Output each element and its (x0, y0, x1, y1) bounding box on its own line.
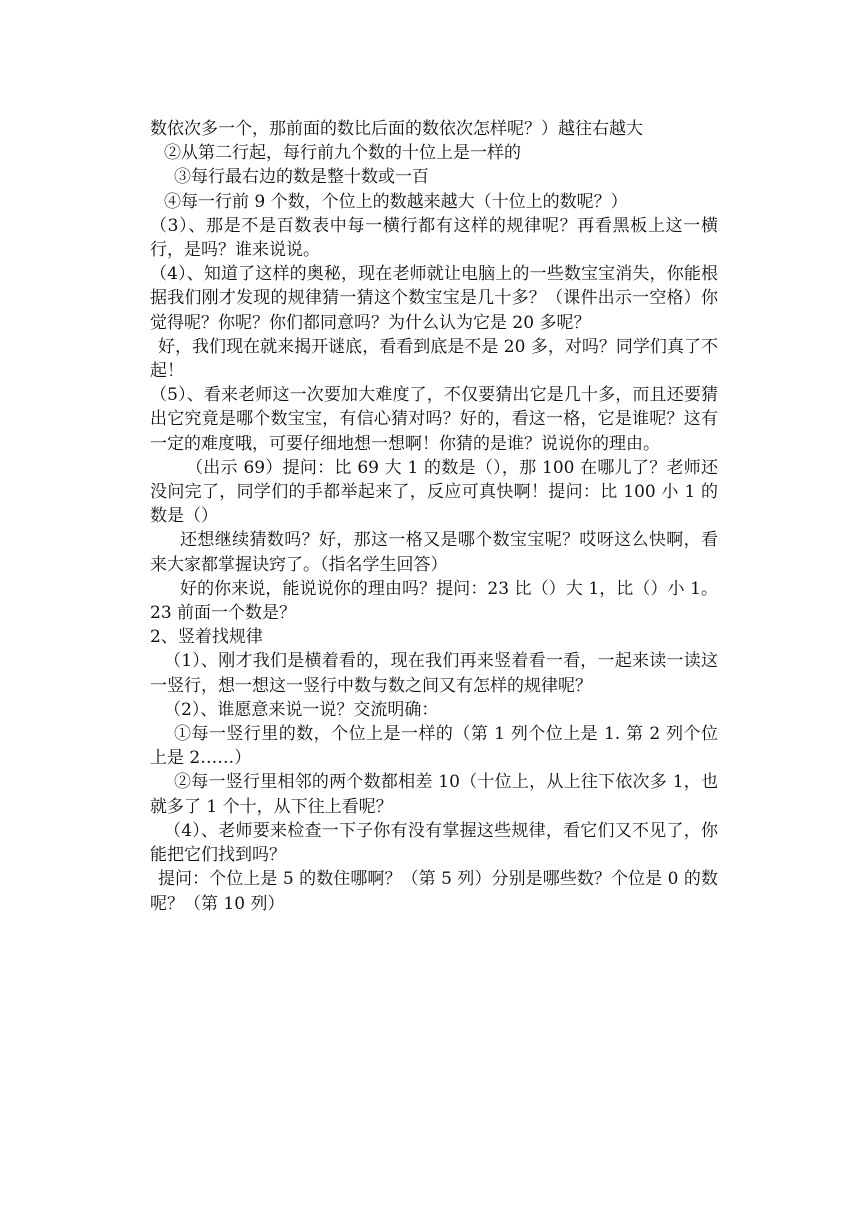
paragraph-step-4: （4）、知道了这样的奥秘，现在老师就让电脑上的一些数宝宝消失，你能根据我们刚才发现的规律猜一猜这个数宝宝是几十多？（课件出示一空格）你觉得呢？你呢？你们都同意吗？为什么认为它是 20 多呢？ (150, 264, 718, 333)
paragraph-vertical-4: （4）、老师要来检查一下子你有没有掌握这些规律，看它们又不见了，你能把它们找到吗？ (150, 820, 718, 866)
paragraph-vertical-2: （2）、谁愿意来说一说？交流明确： (164, 699, 439, 720)
paragraph-rule-2: ②从第二行起，每行前九个数的十位上是一样的 (164, 143, 521, 164)
paragraph-step-5: （5）、看来老师这一次要加大难度了，不仅要猜出它是几十多，而且还要猜出它究竟是哪个数宝宝，有信心猜对吗？好的，看这一格，它是谁呢？这有一定的难度哦，可要仔细地想一想啊！你猜的是谁？说说你的理由。 (150, 385, 718, 454)
paragraph-continuation: 数依次多一个，那前面的数比后面的数依次怎样呢？）越往右越大 (150, 119, 643, 139)
paragraph-vertical-rule-1: ①每一竖行里的数，个位上是一样的（第 1 列个位上是 1. 第 2 列个位上是 2……） (150, 724, 718, 769)
document-body (150, 117, 718, 916)
paragraph-reason-23: 好的你来说，能说说你的理由吗？提问：23 比（）大 1，比（）小 1。23 前面一个数是？ (150, 578, 718, 624)
paragraph-vertical-1: （1）、刚才我们是横着看的，现在我们再来竖着看一看，一起来读一读这一竖行，想一想这一竖行中数与数之间又有怎样的规律呢？ (150, 651, 718, 696)
paragraph-step-3: （3）、那是不是百数表中每一横行都有这样的规律呢？再看黑板上这一横行，是吗？谁来说说。 (150, 215, 718, 261)
paragraph-question-columns: 提问：个位上是 5 的数住哪啊？（第 5 列）分别是哪些数？个位是 0 的数呢？（第 10 列） (150, 869, 718, 914)
paragraph-rule-3: ③每行最右边的数是整十数或一百 (174, 167, 429, 188)
paragraph-continue-guess: 还想继续猜数吗？好，那这一格又是哪个数宝宝呢？哎呀这么快啊，看来大家都掌握诀窍了。（指名学生回答） (150, 530, 718, 575)
paragraph-rule-4: ④每一行前 9 个数，个位上的数越来越大（十位上的数呢？） (164, 191, 628, 212)
paragraph-show-69: （出示 69）提问：比 69 大 1 的数是（），那 100 在哪儿了？老师还没问完了，同学们的手都举起来了，反应可真快啊！提问：比 100 小 1 的数是（） (150, 457, 718, 527)
section-heading-vertical: 2、竖着找规律 (150, 627, 263, 648)
paragraph-vertical-rule-2: ②每一竖行里相邻的两个数都相差 10（十位上，从上往下依次多 1，也就多了 1 个十，从下往上看呢？ (150, 772, 718, 817)
paragraph-reveal: 好，我们现在就来揭开谜底，看看到底是不是 20 多，对吗？同学们真了不起！ (150, 336, 718, 382)
